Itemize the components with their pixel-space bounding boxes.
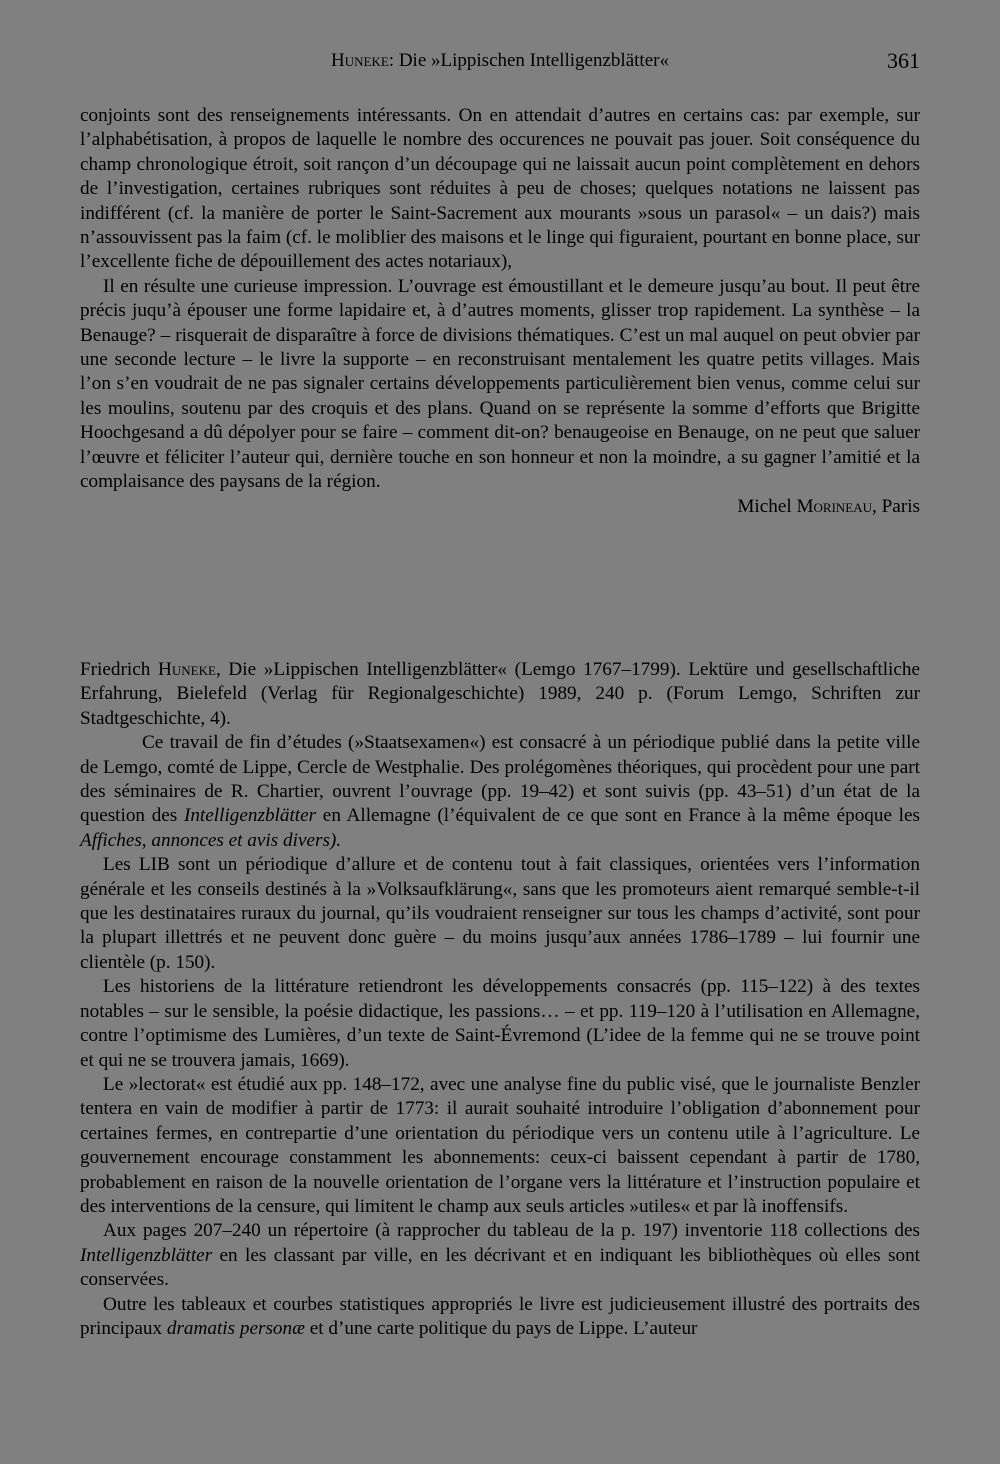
p6-italic: dramatis personæ <box>166 1317 305 1339</box>
p1-italic-2: Affiches, annonces et avis divers). <box>80 829 342 851</box>
p5-text-a: Aux pages 207–240 un répertoire (à rapprocher du tableau de la p. 197) inventorie 118 collections des <box>103 1220 920 1242</box>
review-two-paragraph-1 <box>80 731 920 853</box>
signature-place: , Paris <box>872 495 920 517</box>
review-two-paragraph-3: Les historiens de la littérature retiendront les développements consacrés (pp. 115–122) à des textes notables – sur le sensible, la poésie didactique, les passions… – et pp. 119–120 à l’utilisation en Allemagne, contre l’optimisme des Lumières, d’un texte de Saint-Évremond (L’idee de la femme qui ne se trouve point et qui ne se trouvera jamais, 1669). <box>80 976 920 1071</box>
citation-first-name: Friedrich <box>80 659 159 680</box>
review-two-paragraph-2: Les LIB sont un périodique d’allure et de contenu tout à fait classiques, orientées vers l’information générale et les conseils destinés à la »Volksaufklärung«, sans que les promoteurs aient remarqué semble-t-il que les destinataires ruraux du journal, qu’ils voudraient renseigner sur tous les champs d’activité, sont pour la plupart illettrés et ne peuvent donc guère – du moins jusqu’aux années 1786–1789 – lui fournir une clientèle (p. 150). <box>80 854 920 973</box>
p5-italic: Intelligenzblätter <box>80 1244 213 1266</box>
p5-text-b: en les classant par ville, en les décrivant et en indiquant les bibliothèques où elles sont conservées. <box>80 1244 920 1291</box>
p1-text-a: Ce travail de fin d’études (»Staatsexamen«) est consacré à un périodique publié dans la petite ville de Lemgo, comté de Lippe, Cercle de Westphalie. Des prolégomènes théoriques, qui procèdent pour une part des séminaires de R. Chartier, ouvrent l’ouvrage (pp. 19–42) et sont suivis (pp. 43–51) d’un état de la question des <box>80 732 920 827</box>
review-two-paragraph-5 <box>80 1219 920 1292</box>
p1-italic-1: Intelligenzblätter <box>183 805 317 827</box>
p1-text-b: en Allemagne (l’équivalent de ce que sont en France à la même époque les <box>316 805 920 827</box>
review-one-signature <box>80 495 920 519</box>
running-header <box>80 50 920 72</box>
review-two-paragraph-6 <box>80 1293 920 1342</box>
signature-first-name: Michel <box>737 495 797 517</box>
book-citation <box>80 658 920 731</box>
p6-text-b: et d’une carte politique du pays de Lippe. L’auteur <box>304 1317 698 1339</box>
review-two <box>80 658 920 1341</box>
citation-details: , Die »Lippischen Intelligenzblätter« (Lemgo 1767–1799). Lektüre und gesellschaftliche Erfahrung, Bielefeld (Verlag für Regionalgeschichte) 1989, 240 p. (Forum Lemgo, Schriften zur Stadtgeschichte, 4). <box>80 659 920 729</box>
citation-surname: Huneke <box>158 659 216 680</box>
header-title: : Die »Lippischen Intelligenzblätter« <box>388 50 669 71</box>
review-one-paragraph-1: conjoints sont des renseignements intéressants. On en attendait d’autres en certains cas: par exemple, sur l’alphabétisation, à propos de laquelle le nombre des occurences ne pouvait pas jouer. Soit conséquence du champ chronologique étroit, soit rançon d’un découpage qui ne laissait aucun point complètement en dehors de l’investigation, certaines rubriques sont réduites à peu de choses; quelques notations ne laissent pas indifférent (cf. la manière de porter le Saint-Sacrement aux mourants »sous un parasol« – un dais?) mais n’assouvissent pas la faim (cf. le moliblier des maisons et le linge qui figuraient, pourtant en bonne place, sur l’excellente fiche de dépouillement des actes notariaux), <box>80 105 920 273</box>
p6-text-a: Outre les tableaux et courbes statistiques appropriés le livre est judicieusement illustré des portraits des principaux <box>80 1293 920 1339</box>
review-one <box>80 104 920 519</box>
review-one-paragraph-2: Il en résulte une curieuse impression. L’ouvrage est émoustillant et le demeure jusqu’au bout. Il peut être précis juqu’à épouser une forme lapidaire et, à d’autres moments, glisser trop rapidement. La synthèse – la Benauge? – risquerait de disparaître à force de divisions thématiques. C’est un mal auquel on peut obvier par une seconde lecture – le livre la supporte – en reconstruisant mentalement les quatre petits villages. Mais l’on s’en voudrait de ne pas signaler certains développements particulièrement bien venus, comme celui sur les moulins, soutenu par des croquis et des plans. Quand on se représente la somme d’efforts que Brigitte Hoochgesand a dû dépolyer pour se faire – comment dit-on? benaugeoise en Benauge, on ne peut que saluer l’œuvre et féliciter l’auteur qui, dernière touche en son honneur et non la moindre, a su gagner l’amitié et la complaisance des paysans de la région. <box>80 275 920 493</box>
header-author: Huneke <box>331 50 389 71</box>
signature-surname: Morineau <box>796 495 873 517</box>
review-two-paragraph-4: Le »lectorat« est étudié aux pp. 148–172, avec une analyse fine du public visé, que le journaliste Benzler tentera en vain de modifier à partir de 1773: il aurait souhaité introduire l’obligation d’abonnement pour certaines fermes, en contrepartie d’une orientation du périodique vers un contenu utile à l’agriculture. Le gouvernement encourage constamment les abonnements: ceux-ci baissent cependant à partir de 1780, probablement en raison de la nouvelle orientation de l’organe vers la littérature et l’instruction populaire et des interventions de la censure, qui limitent le champ aux seuls articles »utiles« et par là inoffensifs. <box>80 1073 920 1217</box>
page-number: 361 <box>887 48 920 73</box>
